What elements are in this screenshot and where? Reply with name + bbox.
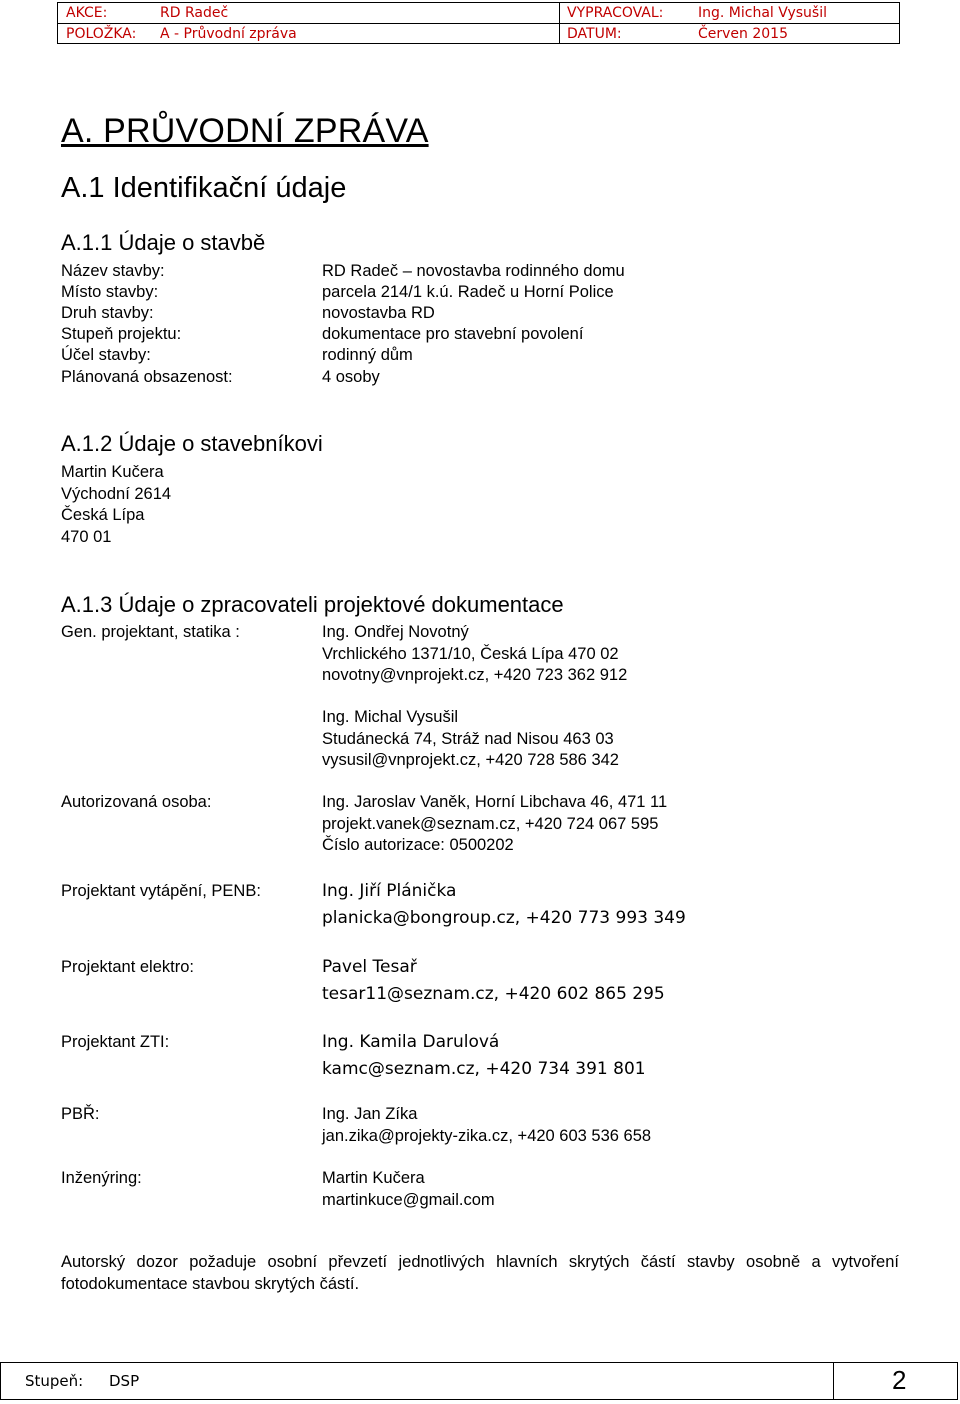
- akce-label: AKCE:: [66, 5, 108, 21]
- vypracoval-label: VYPRACOVAL:: [567, 5, 664, 21]
- penb-contact: planicka@bongroup.cz, +420 773 993 349: [322, 908, 686, 928]
- penb-name: Ing. Jiří Plánička: [322, 881, 457, 901]
- header-row-2: [58, 24, 899, 44]
- aut-number: Číslo autorizace: 0500202: [322, 836, 514, 854]
- inz-contact: martinkuce@gmail.com: [322, 1191, 495, 1209]
- gen-person2-contact: vysusil@vnprojekt.cz, +420 728 586 342: [322, 751, 619, 769]
- label-inzenyring: Inženýring:: [61, 1169, 142, 1187]
- pbr-name: Ing. Jan Zíka: [322, 1105, 418, 1123]
- gen-person1-contact: novotny@vnprojekt.cz, +420 723 362 912: [322, 666, 628, 684]
- label-pbr: PBŘ:: [61, 1105, 100, 1123]
- gen-person1-name: Ing. Ondřej Novotný: [322, 623, 469, 641]
- value-nazev: RD Radeč – novostavba rodinného domu: [322, 262, 625, 280]
- autorsky-dozor-paragraph: Autorský dozor požaduje osobní převzetí jednotlivých hlavních skrytých částí stavby osobně a vytvoření fotodokumentace stavbou skrytých částí.: [61, 1253, 899, 1293]
- label-obsazenost: Plánovaná obsazenost:: [61, 368, 233, 386]
- section-heading-stavebnik: A.1.2 Údaje o stavebníkovi: [61, 431, 323, 456]
- section-heading-zpracovatel: A.1.3 Údaje o zpracovateli projektové dokumentace: [61, 592, 564, 617]
- pbr-contact: jan.zika@projekty-zika.cz, +420 603 536 658: [322, 1127, 652, 1145]
- label-autorizovana-osoba: Autorizovaná osoba:: [61, 793, 212, 811]
- stavebnik-name: Martin Kučera: [61, 463, 164, 481]
- stavebnik-city: Česká Lípa: [61, 506, 145, 524]
- footer-stupen-value: DSP: [109, 1372, 140, 1390]
- footer-box: [0, 1362, 958, 1400]
- value-obsazenost: 4 osoby: [322, 368, 380, 386]
- label-penb: Projektant vytápění, PENB:: [61, 882, 261, 900]
- gen-person2-address: Studánecká 74, Stráž nad Nisou 463 03: [322, 730, 614, 748]
- polozka-value: A - Průvodní zpráva: [160, 26, 297, 42]
- aut-name: Ing. Jaroslav Vaněk, Horní Libchava 46, 471 11: [322, 793, 668, 811]
- footer-divider: [833, 1363, 834, 1399]
- akce-value: RD Radeč: [160, 5, 229, 21]
- value-misto: parcela 214/1 k.ú. Radeč u Horní Police: [322, 283, 614, 301]
- header-box: [57, 2, 900, 44]
- aut-contact: projekt.vanek@seznam.cz, +420 724 067 595: [322, 815, 659, 833]
- document-title: A. PRŮVODNÍ ZPRÁVA: [61, 112, 429, 150]
- stavebnik-street: Východní 2614: [61, 485, 172, 503]
- header-divider: [559, 3, 560, 43]
- label-zti: Projektant ZTI:: [61, 1033, 170, 1051]
- elektro-name: Pavel Tesař: [322, 957, 417, 977]
- elektro-contact: tesar11@seznam.cz, +420 602 865 295: [322, 984, 665, 1004]
- datum-label: DATUM:: [567, 26, 622, 42]
- value-stupen: dokumentace pro stavební povolení: [322, 325, 584, 343]
- label-stupen: Stupeň projektu:: [61, 325, 182, 343]
- page-number: 2: [892, 1365, 907, 1395]
- value-druh: novostavba RD: [322, 304, 435, 322]
- document-subtitle: A.1 Identifikační údaje: [61, 172, 347, 204]
- label-misto: Místo stavby:: [61, 283, 159, 301]
- footer-stupen-label: Stupeň:: [25, 1372, 84, 1390]
- label-nazev: Název stavby:: [61, 262, 165, 280]
- polozka-label: POLOŽKA:: [66, 26, 137, 42]
- label-gen-projektant: Gen. projektant, statika :: [61, 623, 240, 641]
- header-row-1: [58, 3, 899, 24]
- label-elektro: Projektant elektro:: [61, 958, 194, 976]
- datum-value: Červen 2015: [698, 26, 788, 42]
- gen-person1-address: Vrchlického 1371/10, Česká Lípa 470 02: [322, 645, 619, 663]
- section-heading-stavba: A.1.1 Údaje o stavbě: [61, 230, 266, 255]
- vypracoval-value: Ing. Michal Vysušil: [698, 5, 827, 21]
- inz-name: Martin Kučera: [322, 1169, 425, 1187]
- gen-person2-name: Ing. Michal Vysušil: [322, 708, 459, 726]
- zti-contact: kamc@seznam.cz, +420 734 391 801: [322, 1059, 646, 1079]
- zti-name: Ing. Kamila Darulová: [322, 1032, 500, 1052]
- label-druh: Druh stavby:: [61, 304, 154, 322]
- label-ucel: Účel stavby:: [61, 346, 151, 364]
- stavebnik-zip: 470 01: [61, 528, 112, 546]
- value-ucel: rodinný dům: [322, 346, 413, 364]
